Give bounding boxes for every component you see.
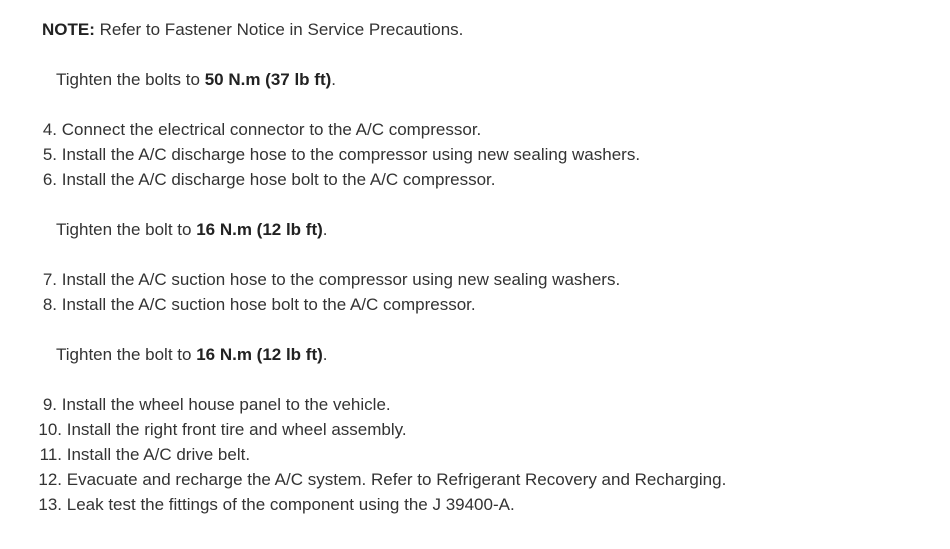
step-number: 4. [42,120,57,139]
note-label: NOTE: [42,20,95,39]
step-text: Install the A/C discharge hose bolt to the A/C compressor. [61,170,496,189]
step-text: Leak test the fittings of the component using the J 39400-A. [66,495,515,514]
torque-suffix: . [331,70,337,89]
torque-spec-bolts [56,70,336,90]
step-item [0,445,250,465]
step-text: Install the A/C suction hose bolt to the A/C compressor. [61,295,476,314]
step-text: Evacuate and recharge the A/C system. Refer to Refrigerant Recovery and Recharging. [66,470,727,489]
step-number: 9. [42,395,57,414]
step-number: 13. [38,495,62,514]
step-item [0,270,620,290]
torque-suffix: . [322,220,328,239]
step-number: 10. [38,420,62,439]
torque-prefix: Tighten the bolts to [56,70,205,89]
torque-spec-discharge-bolt [56,220,328,240]
note-text: Refer to Fastener Notice in Service Precautions. [94,20,464,39]
step-number: 5. [42,145,57,164]
torque-prefix: Tighten the bolt to [56,345,197,364]
torque-value: 16 N.m (12 lb ft) [196,220,323,239]
step-item [0,145,640,165]
step-item [0,295,476,315]
step-item [0,495,515,515]
step-item [0,420,407,440]
step-item [0,470,726,490]
step-item [0,395,391,415]
torque-prefix: Tighten the bolt to [56,220,197,239]
step-item [0,120,481,140]
step-text: Install the A/C discharge hose to the compressor using new sealing washers. [61,145,641,164]
torque-value: 16 N.m (12 lb ft) [196,345,323,364]
step-number: 12. [38,470,62,489]
step-number: 11. [39,445,62,464]
step-text: Install the wheel house panel to the vehicle. [61,395,391,414]
step-number: 6. [42,170,57,189]
step-text: Install the A/C suction hose to the compressor using new sealing washers. [61,270,621,289]
torque-value: 50 N.m (37 lb ft) [204,70,332,89]
step-number: 8. [42,295,57,314]
fastener-note [42,20,463,40]
step-text: Install the right front tire and wheel assembly. [66,420,407,439]
step-text: Install the A/C drive belt. [66,445,251,464]
torque-suffix: . [322,345,328,364]
step-item [0,170,495,190]
torque-spec-suction-bolt [56,345,328,365]
step-number: 7. [42,270,57,289]
step-text: Connect the electrical connector to the A/C compressor. [61,120,482,139]
